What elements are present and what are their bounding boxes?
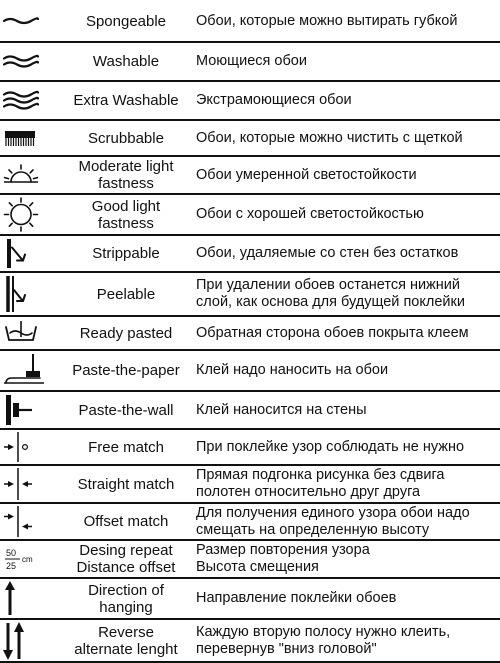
paste-paper-icon [0,350,46,391]
symbol-name: Paste-the-paper [72,362,180,379]
direction-arrow-icon [0,578,46,619]
repeat-size-value: 50 [6,548,17,558]
legend-row [0,194,500,235]
legend-row [0,429,500,465]
symbol-description: Обои умеренной светостойкости [196,166,417,183]
symbol-description: Обратная сторона обоев покрыта клеем [196,324,469,341]
brush-icon [0,120,46,156]
symbol-name: Paste-the-wall [78,401,174,419]
symbol-description: При поклейке узор соблюдать не нужно [196,438,465,455]
symbol-name: Peelable [96,285,156,303]
symbol-description: Прямая подгонка рисунка без сдвига полотен относительно друг друга [196,467,445,500]
repeat-offset-icon [0,540,46,578]
wave-2-icon [0,42,46,81]
legend-row [0,540,500,578]
peel-icon [0,272,46,316]
symbol-description: Моющиеся обои [196,53,307,69]
symbol-description: Обои с хорошей светостойкостью [196,206,424,222]
legend-row [0,120,500,156]
symbol-name: Reverse alternate lenght [74,624,178,658]
symbol-description: Клей наносится на стены [196,401,367,418]
offset-height-value: 25 [6,561,17,571]
symbol-description: Для получения единого узора обои надо смещать на определенную высоту [196,504,470,538]
symbol-name: Free match [88,438,164,456]
symbol-description: Обои, которые можно вытирать губкой [196,12,458,29]
legend-row [0,272,500,316]
symbol-name: Direction of hanging [88,581,164,616]
symbol-name: Desing repeat Distance offset [76,542,176,576]
reverse-arrows-icon [0,619,46,663]
legend-row [0,391,500,429]
symbol-name: Spongeable [85,12,167,30]
legend-row [0,42,500,81]
free-match-icon [0,429,46,465]
offset-match-icon [0,503,46,540]
legend-row [0,0,500,42]
water-bath-icon [0,316,46,350]
symbol-name: Moderate light fastness [78,158,174,192]
symbol-name: Washable [92,53,160,70]
legend-row [0,578,500,619]
symbol-name: Extra Washable [73,92,179,109]
symbol-description: Обои, удаляемые со стен без остатков [196,245,459,261]
wave-1-icon [0,0,46,42]
legend-row [0,81,500,120]
symbol-name: Offset match [83,513,169,530]
symbol-description: При удалении обоев останется нижний слой, как основа для будущей поклейки [196,277,465,310]
symbol-name: Straight match [77,475,175,493]
legend-row [0,156,500,194]
symbol-name: Scrubbable [88,129,164,147]
symbol-description: Направление поклейки обоев [196,590,397,606]
full-sun-icon [0,194,46,235]
unit-label: cm [22,555,33,564]
legend-row [0,503,500,540]
symbol-description: Клей надо наносить на обои [196,362,389,378]
legend-row [0,350,500,391]
symbol-name: Ready pasted [79,324,173,342]
legend-row [0,619,500,663]
legend-row [0,235,500,272]
symbol-description: Экстрамоющиеся обои [196,92,352,108]
symbol-description: Обои, которые можно чистить с щеткой [196,129,463,146]
wave-3-icon [0,81,46,120]
strip-icon [0,235,46,272]
paste-wall-icon [0,391,46,429]
symbol-name: Good light fastness [91,197,161,232]
symbol-name: Strippable [92,245,160,262]
straight-match-icon [0,465,46,503]
symbol-description: Размер повторения узора Высота смещения [196,542,370,575]
legend-row [0,465,500,503]
symbol-description: Каждую вторую полосу нужно клеить, перевернув "вниз головой" [196,624,451,657]
legend-row [0,316,500,350]
half-sun-icon [0,156,46,194]
